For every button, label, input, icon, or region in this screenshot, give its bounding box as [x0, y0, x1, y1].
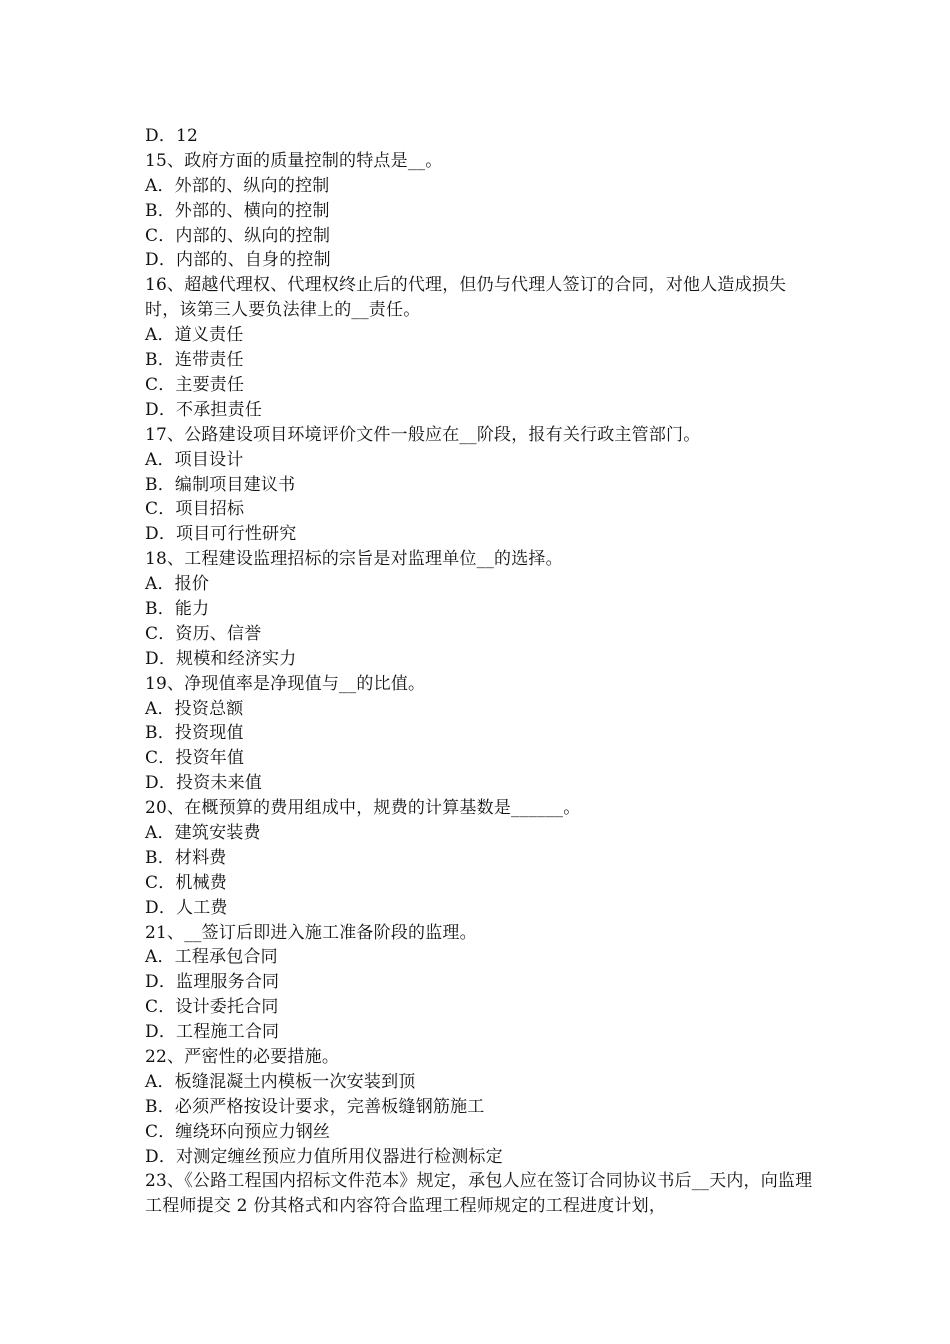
option-line: A．建筑安装费 [145, 822, 261, 843]
option-line: C．缠绕环向预应力钢丝 [145, 1121, 331, 1142]
option-line: B．连带责任 [145, 350, 244, 371]
question-line: 21、__签订后即进入施工准备阶段的监理。 [145, 922, 477, 943]
option-line: A．项目设计 [145, 449, 244, 470]
option-line: D．不承担责任 [145, 399, 263, 420]
option-line: A．投资总额 [145, 698, 244, 719]
option-line: C．投资年值 [145, 748, 245, 769]
option-line: C．主要责任 [145, 374, 245, 395]
option-line: D．内部的、自身的控制 [145, 250, 331, 271]
option-line: C．内部的、纵向的控制 [145, 225, 331, 246]
option-line: D．12 [145, 126, 199, 146]
option-line: D．工程施工合同 [145, 1022, 280, 1043]
option-line: C．项目招标 [145, 499, 245, 520]
option-line: A．外部的、纵向的控制 [145, 175, 330, 196]
option-line: D．对测定缠丝预应力值所用仪器进行检测标定 [145, 1146, 503, 1167]
option-line: B．投资现值 [145, 723, 244, 744]
question-line: 18、工程建设监理招标的宗旨是对监理单位__的选择。 [145, 549, 563, 570]
question-line: 15、政府方面的质量控制的特点是__。 [145, 150, 443, 171]
option-line: A．板缝混凝土内模板一次安装到顶 [145, 1071, 416, 1092]
option-line: B．能力 [145, 598, 210, 619]
option-line: B．编制项目建议书 [145, 474, 296, 495]
option-line: D．人工费 [145, 897, 228, 918]
option-line: D．项目可行性研究 [145, 524, 297, 545]
option-line: D．投资未来值 [145, 773, 263, 794]
option-line: B．必须严格按设计要求，完善板缝钢筋施工 [145, 1096, 485, 1117]
option-line: D．规模和经济实力 [145, 648, 297, 669]
option-line: B．外部的、横向的控制 [145, 200, 330, 221]
question-line: 22、严密性的必要措施。 [145, 1046, 340, 1067]
question-line: 19、净现值率是净现值与__的比值。 [145, 673, 426, 694]
question-line: 17、公路建设项目环境评价文件一般应在__阶段，报有关行政主管部门。 [145, 424, 701, 445]
question-line: 20、在概预算的费用组成中，规费的计算基数是______。 [145, 798, 581, 819]
option-line: C．机械费 [145, 872, 228, 893]
question-line: 23、《公路工程国内招标文件范本》规定，承包人应在签订合同协议书后__天内，向监理工程师提交 2 份其格式和内容符合监理工程师规定的工程进度计划， [145, 1171, 813, 1217]
option-line: A．道义责任 [145, 325, 244, 346]
option-line: D．监理服务合同 [145, 972, 280, 993]
document-body [145, 124, 815, 1219]
option-line: C．设计委托合同 [145, 997, 279, 1018]
option-line: A．工程承包合同 [145, 947, 278, 968]
option-line: C．资历、信誉 [145, 623, 262, 644]
option-line: A．报价 [145, 574, 210, 595]
option-line: B．材料费 [145, 847, 227, 868]
question-line: 16、超越代理权、代理权终止后的代理，但仍与代理人签订的合同，对他人造成损失时，该第三人要负法律上的__责任。 [145, 275, 787, 321]
